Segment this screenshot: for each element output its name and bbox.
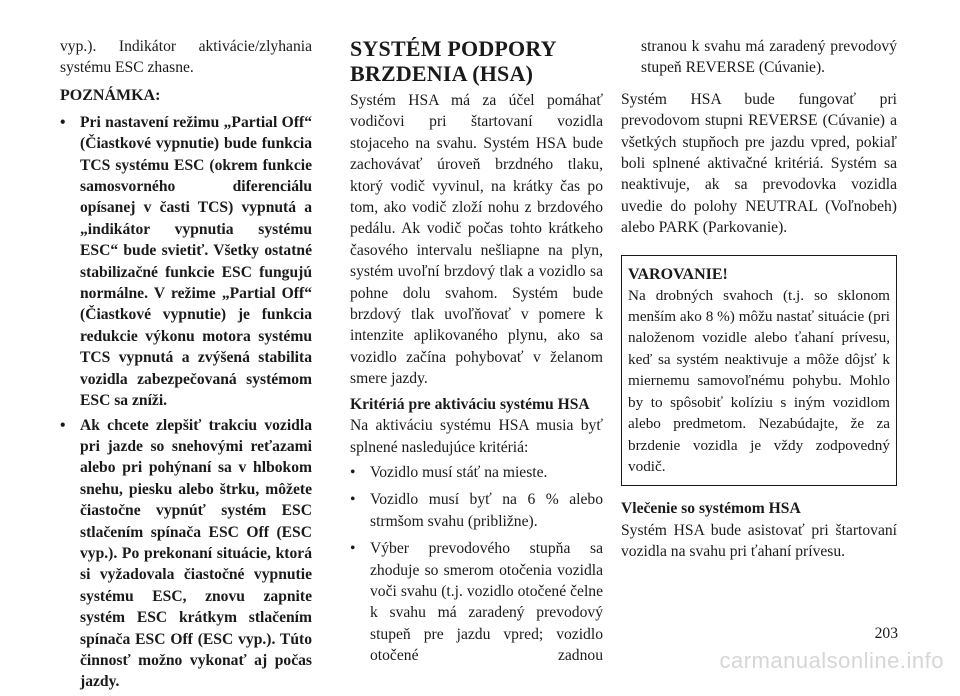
criteria-title: Kritériá pre aktiváciu systému HSA [350, 395, 590, 413]
intro-paragraph: vyp.). Indikátor aktivácie/zlyhania systému ESC zhasne. [60, 38, 312, 77]
criteria-item: • Výber prevodového stupňa sa zhoduje so smerom otočenia vozidla voči svahu (t.j. vozidlo otočené čelne k svahu má zaradený prevodový stupeň pre jazdu vpred; vozidlo otočené zadnou [350, 538, 603, 666]
towing-title: Vlečenie so systémom HSA [621, 500, 801, 518]
hsa-gear-paragraph: Systém HSA bude fungovať pri prevodovom stupni REVERSE (Cúvanie) a všetkých stupňoch pre jazdu vpred, pokiaľ boli splnené aktivačné kritériá. Systém sa neaktivuje, ak sa prevodovka vozidla uvedie do polohy NEUTRAL (Voľnobeh) alebo PARK (Parkovanie). [621, 90, 897, 237]
criteria-item: • Vozidlo musí byť na 6 % alebo strmšom svahu (približne). [350, 489, 603, 532]
towing-text: Systém HSA bude asistovať pri štartovaní vozidla na svahu pri ťahaní prívesu. [621, 521, 897, 561]
note-item: • Ak chcete zlepšiť trakciu vozidla pri jazde so snehovými reťazami alebo pri pohýnaní sa v hlbokom snehu, piesku alebo štrku, môžete čiastočne vypnúť systém ESC stlačením spínača ESC Off (ESC vyp.). Po prekonaní situácie, ktorá si vyžadovala čiastočné vypnutie systému ESC, znovu zapnite systém ESC krátkym stlačením spínača ESC Off (ESC vyp.). Túto činnosť možno vykonať aj počas jazdy. [60, 415, 312, 693]
column-middle [350, 36, 603, 673]
criteria-item: • Vozidlo musí stáť na mieste. [350, 462, 603, 483]
note-item: • Pri nastavení režimu „Partial Off“ (Čiastkové vypnutie) bude funkcia TCS systému ESC (okrem funkcie samosvorného diferenciálu opísanej v časti TCS) vypnutá a „indikátor vypnutia systému ESC“ bude svietiť. Všetky ostatné stabilizačné funkcie ESC fungujú normálne. V režime „Partial Off“ (Čiastkové vypnutie) je funkcia redukcie výkonu motora systému TCS vypnutá a zvýšená stabilita vozidla zabezpečovaná systémom ESC sa zníži. [60, 112, 312, 412]
column-left [60, 36, 312, 696]
page-number: 203 [874, 625, 898, 642]
note-list [60, 112, 312, 693]
warning-text: Na drobných svahoch (t.j. so sklonom menším ako 8 %) môžu nastať situácie (pri naloženom vozidle alebo ťahaní prívesu, keď sa systém neaktivuje a môže dôjsť k miernemu samovoľnému pohybu. Mohlo by to spôsobiť kolíziu s iným vozidlom alebo predmetom. Nezabúdajte, že za brzdenie vozidla je vždy zodpovedný vodič. [628, 286, 890, 475]
warning-box [621, 255, 897, 487]
hsa-description: Systém HSA má za účel pomáhať vodičovi pri štartovaní vozidla stojaceho na svahu. Systém HSA bude zachovávať úroveň brzdného tlaku, ktorý vodič vyvinul, na krátky čas po tom, ako vodič zloží nohu z brzdového pedálu. Ak vodič počas tohto krátkeho časového intervalu nešliapne na plyn, systém uvoľní brzdový tlak a vozidlo sa pohne dolu svahom. Systém bude brzdový tlak uvoľňovať v pomere k intenzite aplikovaného plynu, ako sa vozidlo začína pohybovať v želanom smere jazdy. [350, 92, 603, 388]
column-right [621, 36, 897, 563]
warning-title: VAROVANIE! [628, 265, 728, 283]
criteria-intro: Na aktiváciu systému HSA musia byť splnené nasledujúce kritériá: [350, 417, 603, 456]
section-title: SYSTÉM PODPORY BRZDENIA (HSA) [350, 36, 556, 86]
note-title: POZNÁMKA: [60, 86, 161, 104]
criteria-item-continued: stranou k svahu má zaradený prevodový stupeň REVERSE (Cúvanie). [641, 38, 897, 77]
criteria-list [350, 462, 603, 667]
watermark: carmanualsonline.info [719, 648, 944, 673]
